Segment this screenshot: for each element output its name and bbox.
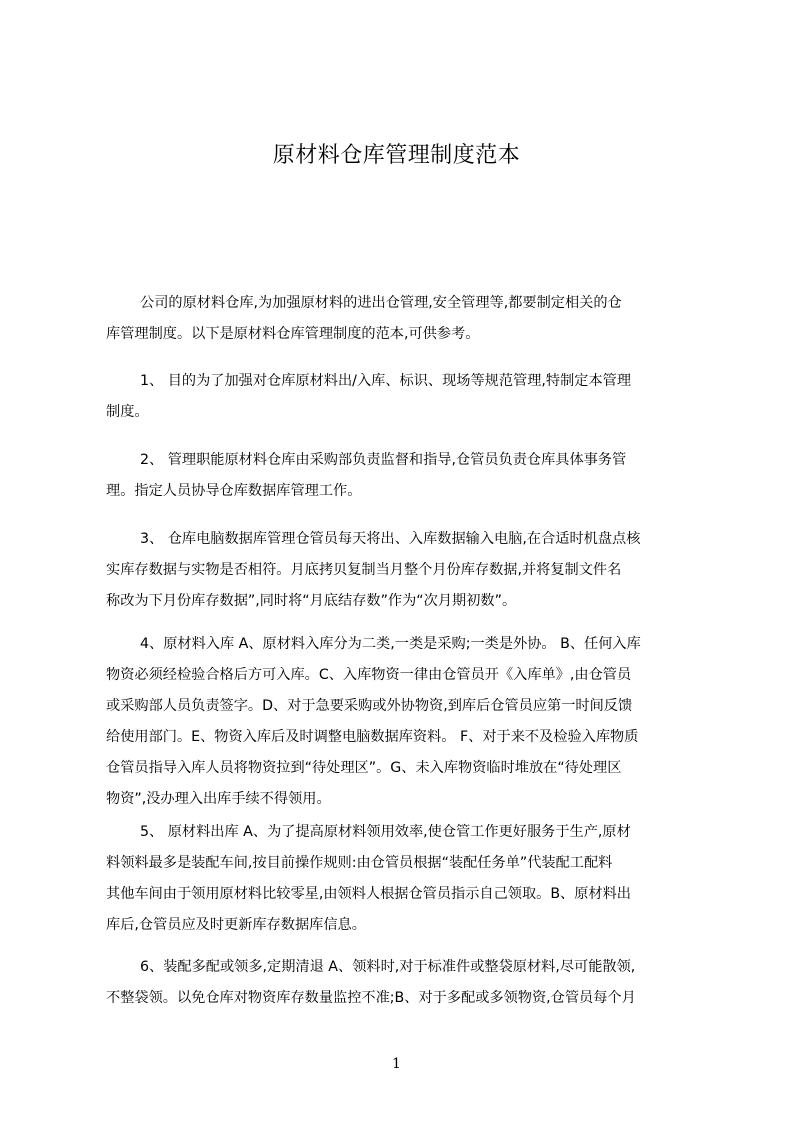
paragraph-5: [106, 629, 706, 815]
paragraph-line: 其他车间由于领用原材料比较零星,由领料人根据仓管员指示自己领取。B、原材料出: [106, 886, 631, 902]
paragraph-line: 仓管员指导入库人员将物资拉到“待处理区”。G、未入库物资临时堆放在“待处理区: [106, 760, 622, 776]
paragraph-line: 4、原材料入库 A、原材料入库分为二类,一类是采购;一类是外协。 B、任何入库: [140, 636, 641, 652]
paragraph-1: [106, 288, 706, 350]
paragraph-line: 给使用部门。E、物资入库后及时调整电脑数据库资料。 F、对于来不及检验入库物质: [106, 729, 639, 745]
paragraph-7: [106, 952, 706, 1014]
paragraph-line: 不整袋领。以免仓库对物资库存数量监控不准;B、对于多配或多领物资,仓管员每个月: [106, 990, 636, 1006]
paragraph-line: 库管理制度。以下是原材料仓库管理制度的范本,可供参考。: [106, 326, 480, 342]
paragraph-line: 理。指定人员协导仓库数据库管理工作。: [106, 483, 362, 499]
paragraph-6: [106, 817, 706, 941]
paragraph-2: [106, 366, 706, 428]
paragraph-line: 3、 仓库电脑数据库管理仓管员每天将出、入库数据输入电脑,在合适时机盘点核: [140, 531, 641, 547]
paragraph-line: 物资必须经检验合格后方可入库。C、入库物资一律由仓管员开《入库单》,由仓管员: [106, 667, 632, 683]
paragraph-line: 5、 原材料出库 A、为了提高原材料领用效率,使仓管工作更好服务于生产,原材: [140, 824, 631, 840]
paragraph-line: 6、装配多配或领多,定期清退 A、领料时,对于标准件或整袋原材料,尽可能散领,: [140, 959, 636, 975]
paragraph-line: 称改为下月份库存数据”,同时将“月底结存数”作为“次月期初数”。: [106, 593, 517, 609]
paragraph-line: 实库存数据与实物是否相符。月底拷贝复制当月整个月份库存数据,并将复制文件名: [106, 562, 622, 578]
paragraph-line: 库后,仓管员应及时更新库存数据库信息。: [106, 917, 366, 933]
paragraph-line: 物资”,没办理入出库手续不得领用。: [106, 791, 331, 807]
paragraph-line: 制度。: [106, 404, 149, 420]
paragraph-line: 2、 管理职能原材料仓库由采购部负责监督和指导,仓管员负责仓库具体事务管: [140, 452, 627, 468]
page-number: 1: [392, 1056, 401, 1072]
paragraph-line: 1、 目的为了加强对仓库原材料出/入库、标识、现场等规范管理,特制定本管理: [140, 373, 632, 389]
document-title: 原材料仓库管理制度范本: [272, 143, 521, 168]
paragraph-line: 或采购部人员负责签字。D、对于急要采购或外协物资,到库后仓管员应第一时间反馈: [106, 698, 633, 714]
paragraph-line: 公司的原材料仓库,为加强原材料的进出仓管理,安全管理等,都要制定相关的仓: [140, 295, 622, 311]
paragraph-3: [106, 445, 706, 507]
paragraph-line: 料领料最多是装配车间,按目前操作规则:由仓管员根据“装配任务单”代装配工配料: [106, 855, 613, 871]
paragraph-4: [106, 524, 706, 617]
